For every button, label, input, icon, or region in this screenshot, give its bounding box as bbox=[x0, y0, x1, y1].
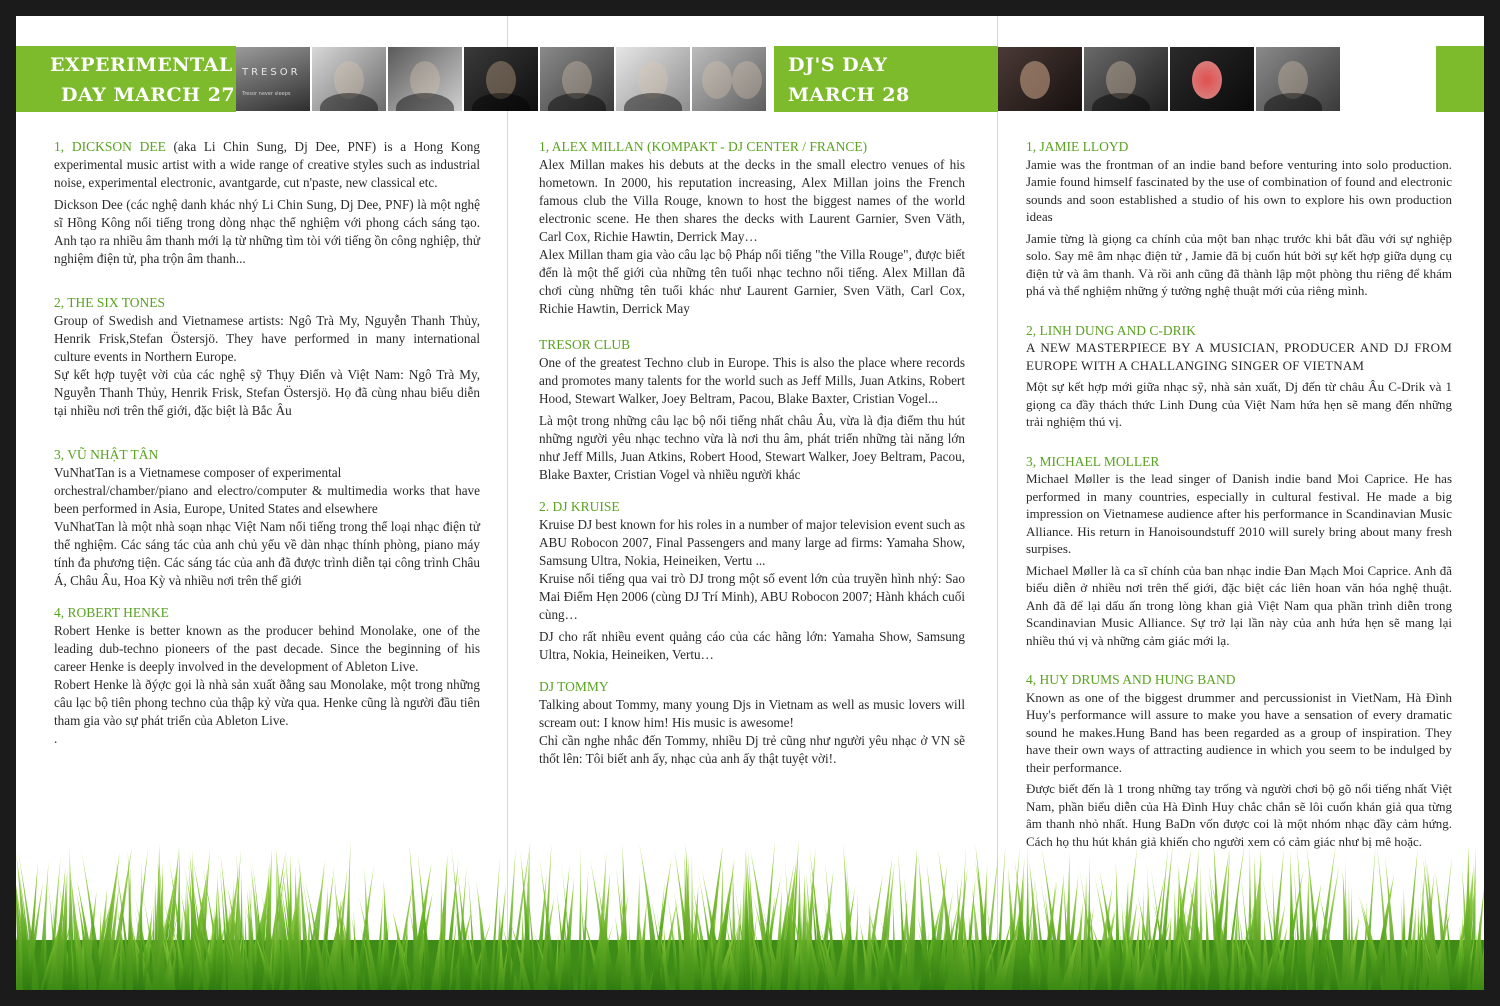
artist-photo-sixtones bbox=[388, 47, 462, 111]
banner-left-title-line2: DAY MARCH 27 bbox=[61, 84, 236, 106]
brochure-page bbox=[16, 16, 1484, 990]
club-photo-tresor bbox=[692, 47, 766, 111]
artist-photo-vunhattan bbox=[464, 47, 538, 111]
photo-strip-left bbox=[236, 47, 768, 111]
column-djs-day-a bbox=[539, 138, 965, 768]
text-dj-kruise-en: Kruise DJ best known for his roles in a number of major television event such as ABU Robocon 2007, Final Passengers and many large ad firms: Yamaha Show, Samsung Ultra, Nokia, Heineiken, Vertu ... bbox=[539, 517, 965, 568]
tresor-logo-photo bbox=[236, 47, 310, 111]
heading-dj-kruise: 2. DJ KRUISE bbox=[539, 499, 620, 514]
text-linh-dung-caps: A NEW MASTERPIECE BY A MUSICIAN, PRODUCER AND DJ FROM EUROPE WITH A CHALLANGING SINGER OF VIETNAM bbox=[1026, 340, 1452, 373]
heading-huy-drums: 4, HUY DRUMS AND HUNG BAND bbox=[1026, 672, 1236, 687]
heading-dj-tommy: DJ TOMMY bbox=[539, 679, 609, 694]
grass-illustration bbox=[16, 840, 1484, 990]
heading-michael-moller: 3, MICHAEL MOLLER bbox=[1026, 453, 1160, 469]
text-huy-drums-vi: Được biết đến là 1 trong những tay trống và người chơi bộ gõ nổi tiếng nhất Việt Nam, phần biểu diễn của Hà Đình Huy chắc chắn sẽ lôi cuốn khán giả qua từng âm thanh nhỏ nhất. Hung BaDn vốn được coi là một nhóm nhạc đầy cảm hứng. Cách họ thu hút khán giả khiến cho người xem có cảm giác như bị mê hoặc. bbox=[1026, 781, 1452, 849]
text-vu-nhat-tan-en: orchestral/chamber/piano and electro/computer & multimedia works that have been performed in Asia, Europe, United States and elsewhere bbox=[54, 483, 480, 516]
artist-photo-michael bbox=[1170, 47, 1254, 111]
text-alex-millan-en: Alex Millan makes his debuts at the decks in the small electro venues of his hometown. In 2000, his reputation increasing, Alex Millan joins the French famous club the Villa Rouge, known to host the biggest names of the world electronic scene. He then shares the decks with Laurent Garnier, Sven Väth, Carl Cox, Richie Hawtin, Derrick May… bbox=[539, 157, 965, 244]
text-dj-tommy-en: Talking about Tommy, many young Djs in Vietnam as well as music lovers will scream out: I know him! His music is awesome! bbox=[539, 697, 965, 730]
text-huy-drums-en: Known as one of the biggest drummer and percussionist in VietNam, Hà Đình Huy's performance will assure to make you have a sensation of every dramatic sound he makes.Hung Band has been regarded as a group of inspiration. They have their own ways of attracting audience in which you seem to be indulged by their performance. bbox=[1026, 689, 1452, 775]
text-alex-millan-vi: Alex Millan tham gia vào câu lạc bộ Pháp nổi tiếng "the Villa Rouge", được biết đến là một thế giới của những tên tuổi nhạc techno nổi tiếng. Alex Millan đã chơi cùng những tên tuổi khác như Laurent Garnier, Sven Väth, Carl Cox, Richie Hawtin, Derrick May bbox=[539, 247, 965, 316]
column-djs-day-b bbox=[1026, 138, 1452, 850]
artist-photo-linhdung bbox=[998, 47, 1082, 111]
artist-photo-huy bbox=[1256, 47, 1340, 111]
banner-right-title-line1: DJ'S DAY bbox=[788, 54, 888, 76]
artist-photo-alexmillan bbox=[616, 47, 690, 111]
text-jamie-lloyd-vi: Jamie từng là giọng ca chính của một ban nhạc trước khi bắt đầu với sự nghiệp solo. Say mê âm nhạc điện tử , Jamie đã bị cuốn hút bởi sự kết hợp giữa dụng cụ điện tử và âm thanh. Và rồi anh cũng đã thành lập một phòng thu riêng để khám phá và thể nghiệm những ý tưởng nghệ thuật mới của riêng mình. bbox=[1026, 230, 1452, 298]
text-dj-kruise-vi-2: DJ cho rất nhiều event quảng cáo của các hãng lớn: Yamaha Show, Samsung Ultra, Nokia, Heineiken, Vertu… bbox=[539, 629, 965, 662]
heading-vu-nhat-tan: 3, VŨ NHẬT TÂN bbox=[54, 447, 159, 462]
grass-blade bbox=[1347, 879, 1351, 990]
text-linh-dung-vi: Một sự kết hợp mới giữa nhạc sỹ, nhà sản xuất, Dj đến từ châu Âu C-Drik và 1 giọng ca đầy thách thức Linh Dung của Việt Nam hứa hẹn sẽ mang đến những trải nghiệm thú vị. bbox=[1026, 379, 1452, 429]
artist-photo-henke bbox=[540, 47, 614, 111]
trailing-dot: . bbox=[54, 731, 58, 746]
text-dickson-dee-vi: Dickson Dee (các nghệ danh khác nhý Li Chin Sung, Dj Dee, PNF) là một nghệ sĩ Hồng Kông nổi tiếng trong dòng nhạc thể nghiệm với phong cách sáng tạo. Anh tạo ra nhiều âm thanh mới lạ từ những tìm tòi với tiếng ồn công nghiệp, thử nghiệm điện tử, pha trộn âm thanh... bbox=[54, 197, 480, 266]
banner-left bbox=[16, 46, 236, 112]
photo-strip-right bbox=[998, 47, 1342, 111]
column-experimental-day bbox=[54, 138, 480, 748]
banner-middle bbox=[774, 46, 998, 112]
banner-left-title-line1: EXPERIMENTAL bbox=[50, 54, 233, 76]
banner-right-title-line2: MARCH 28 bbox=[788, 84, 910, 106]
heading-alex-millan: 1, ALEX MILLAN (KOMPAKT - DJ CENTER / FRANCE) bbox=[539, 139, 868, 154]
heading-six-tones: 2, THE SIX TONES bbox=[54, 295, 166, 310]
text-jamie-lloyd-en: Jamie was the frontman of an indie band before venturing into solo production. Jamie found himself fascinated by the use of combination of found and electronic sounds and soon established a studio of his own to explore his own production ideas bbox=[1026, 156, 1452, 224]
text-vu-nhat-tan-en-line1: VuNhatTan is a Vietnamese composer of experimental bbox=[54, 465, 342, 480]
tresor-logo-subtext: Tresor never sleeps bbox=[242, 91, 291, 97]
text-michael-moller-vi: Michael Møller là ca sĩ chính của ban nhạc indie Đan Mạch Moi Caprice. Anh đã biểu diễn ở nhiều nơi trên thế giới, đặc biệt các liên hoan văn hóa nghệ thuật. Anh đã để lại dấu ấn trong lòng khan giả Việt Nam qua phần trình diễn trong Scandinavian Music Alliance. Sự trở lại lần này của anh hứa hẹn sẽ mang lại nhiều thú vị và những cảm giác mới lạ. bbox=[1026, 562, 1452, 648]
text-vu-nhat-tan-vi: VuNhatTan là một nhà soạn nhạc Việt Nam nổi tiếng trong thể loại nhạc điện tử thể nghiệm. Các sáng tác của anh chủ yếu về dàn nhạc thính phòng, piano máy tính đa phương tiện. Các sáng tác của anh đã được trình diễn tại công trình Châu Á, Châu Âu, Hoa Kỳ và nhiều nơi trên thế giới bbox=[54, 519, 480, 588]
text-robert-henke-en: Robert Henke is better known as the producer behind Monolake, one of the leading dub-techno pioneers of the past decade. Since the beginning of his career Henke is deeply involved in the development of Ableton Live. bbox=[54, 623, 480, 674]
artist-photo-jamie bbox=[1084, 47, 1168, 111]
text-tresor-club-vi: Là một trong những câu lạc bộ nổi tiếng nhất châu Âu, vừa là địa điểm thu hút những người yêu nhạc techno vừa là nơi thu âm, phát triển những tài năng lớn như Jeff Mills, Juan Atkins, Robert Hood, Stewart Walker, Joey Beltram, Pacou, Blake Baxter, Cristian Vogel và nhiều người khác bbox=[539, 413, 965, 482]
heading-jamie-lloyd: 1, JAMIE LLOYD bbox=[1026, 139, 1129, 154]
heading-tresor-club: TRESOR CLUB bbox=[539, 337, 631, 352]
text-dj-tommy-vi: Chỉ cần nghe nhắc đến Tommy, nhiều Dj trẻ cũng như người yêu nhạc ở VN sẽ thốt lên: Tôi biết anh ấy, nhạc của anh ấy thật tuyệt vời!. bbox=[539, 733, 965, 766]
text-six-tones-en: Group of Swedish and Vietnamese artists: Ngô Trà My, Nguyễn Thanh Thủy, Henrik Frisk,Stefan Östersjö. They have performed in many international culture events in Northern Europe. bbox=[54, 313, 480, 364]
text-dickson-dee-en: (aka Li Chin Sung, Dj Dee, PNF) is a Hong Kong experimental music artist with a wide range of creative styles such as industrial noise, experimental electronic, avantgarde, cut n'paste, new classical etc. bbox=[54, 139, 480, 190]
tresor-logo-text: TRESOR bbox=[242, 67, 301, 78]
text-robert-henke-vi: Robert Henke là ðýợc gọi là nhà sản xuất ðằng sau Monolake, một trong những câu lạc bộ tiên phong techno của thập kỷ vừa qua. Henke cũng là người đầu tiên tham gia vào sự phát triển của Ableton Live. bbox=[54, 677, 480, 728]
heading-linh-dung: 2, LINH DUNG AND C-DRIK bbox=[1026, 322, 1196, 338]
heading-robert-henke: 4, ROBERT HENKE bbox=[54, 605, 169, 620]
text-michael-moller-en: Michael Møller is the lead singer of Danish indie band Moi Caprice. He has performed in many countries, especially in cultural festival. He made a big impression on Vietnamese audience after his performance in Scandinavian Music Alliance. His return in Hanoisoundstuff 2010 will surely bring about many fresh surpises. bbox=[1026, 471, 1452, 556]
artist-photo-dickson bbox=[312, 47, 386, 111]
section-dickson-dee-en bbox=[54, 138, 480, 192]
heading-dickson-dee: 1, DICKSON DEE bbox=[54, 139, 166, 154]
text-six-tones-vi: Sự kết hợp tuyệt vời của các nghệ sỹ Thụy Điển và Việt Nam: Ngô Trà My, Nguyễn Thanh Thủy, Henrik Frisk, Stefan Östersjö. Họ đã cùng nhau biểu diễn tại nhiều nơi trên thế giới, đặc biệt là Bắc Âu bbox=[54, 367, 480, 418]
banner-right-end bbox=[1436, 46, 1484, 112]
text-tresor-club-en: One of the greatest Techno club in Europe. This is also the place where records and promotes many talents for the world such as Jeff Mills, Juan Atkins, Robert Hood, Stewart Walker, Joey Beltram, Pacou, Blake Baxter, Cristian Vogel... bbox=[539, 355, 965, 406]
text-dj-kruise-vi-1: Kruise nổi tiếng qua vai trò DJ trong một số event lớn của truyền hình nhý: Sao Mai Điểm Hẹn 2006 (cùng DJ Trí Minh), ABU Robocon 2007; Hành khách cuối cùng… bbox=[539, 571, 965, 622]
